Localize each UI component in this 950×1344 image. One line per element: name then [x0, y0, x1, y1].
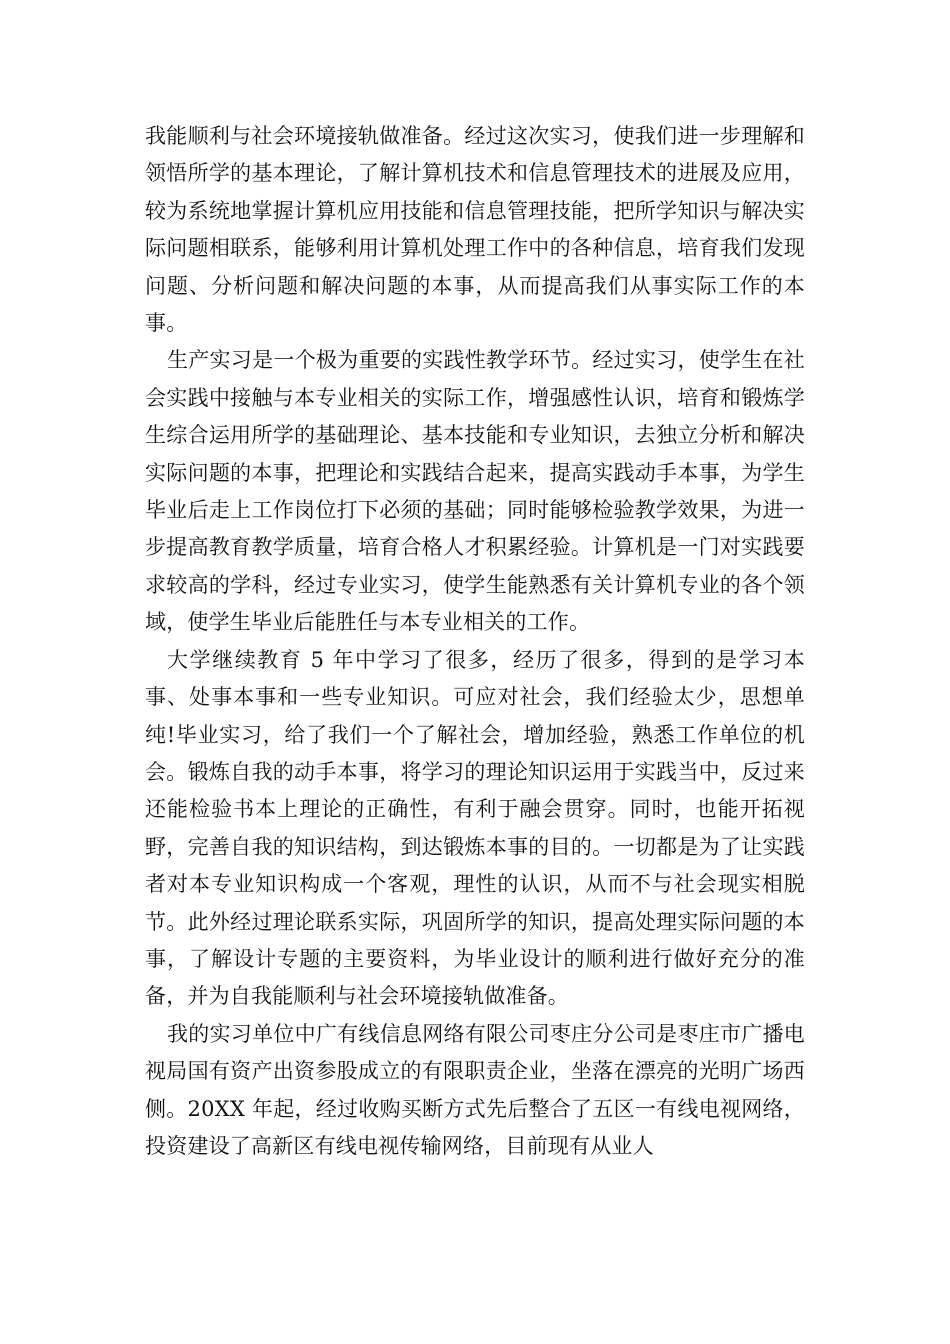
paragraph-1: 我能顺利与社会环境接轨做准备。经过这次实习，使我们进一步理解和领悟所学的基本理论，了解计算机技术和信息管理技术的进展及应用，较为系统地掌握计算机应用技能和信息管理技能，把所学知识与解决实际问题相联系，能够利用计算机处理工作中的各种信息，培育我们发现问题、分析问题和解决问题的本事，从而提高我们从事实际工作的本事。 — [145, 124, 805, 336]
paragraph-2: 生产实习是一个极为重要的实践性教学环节。经过实习，使学生在社会实践中接触与本专业相关的实际工作，增强感性认识，培育和锻炼学生综合运用所学的基础理论、基本技能和专业知识，去独立分析和解决实际问题的本事，把理论和实践结合起来，提高实践动手本事，为学生毕业后走上工作岗位打下必须的基础；同时能够检验教学效果，为进一步提高教育教学质量，培育合格人才积累经验。计算机是一门对实践要求较高的学科，经过专业实习，使学生能熟悉有关计算机专业的各个领域，使学生毕业后能胜任与本专业相关的工作。 — [145, 348, 805, 635]
paragraph-3: 大学继续教育 5 年中学习了很多，经历了很多，得到的是学习本事、处事本事和一些专业知识。可应对社会，我们经验太少，思想单纯!毕业实习，给了我们一个了解社会，增加经验，熟悉工作单位的机会。锻炼自我的动手本事，将学习的理论知识运用于实践当中，反过来还能检验书本上理论的正确性，有利于融会贯穿。同时，也能开拓视野，完善自我的知识结构，到达锻炼本事的目的。一切都是为了让实践者对本专业知识构成一个客观，理性的认识，从而不与社会现实相脱节。此外经过理论联系实际，巩固所学的知识，提高处理实际问题的本事，了解设计专题的主要资料，为毕业设计的顺利进行做好充分的准备，并为自我能顺利与社会环境接轨做准备。 — [145, 647, 805, 1009]
paragraph-4: 我的实习单位中广有线信息网络有限公司枣庄分公司是枣庄市广播电视局国有资产出资参股成立的有限职责企业，坐落在漂亮的光明广场西侧。20XX 年起，经过收购买断方式先后整合了五区一有线电视网络，投资建设了高新区有线电视传输网络，目前现有从业人 — [145, 1021, 805, 1158]
document-body — [145, 118, 805, 1165]
